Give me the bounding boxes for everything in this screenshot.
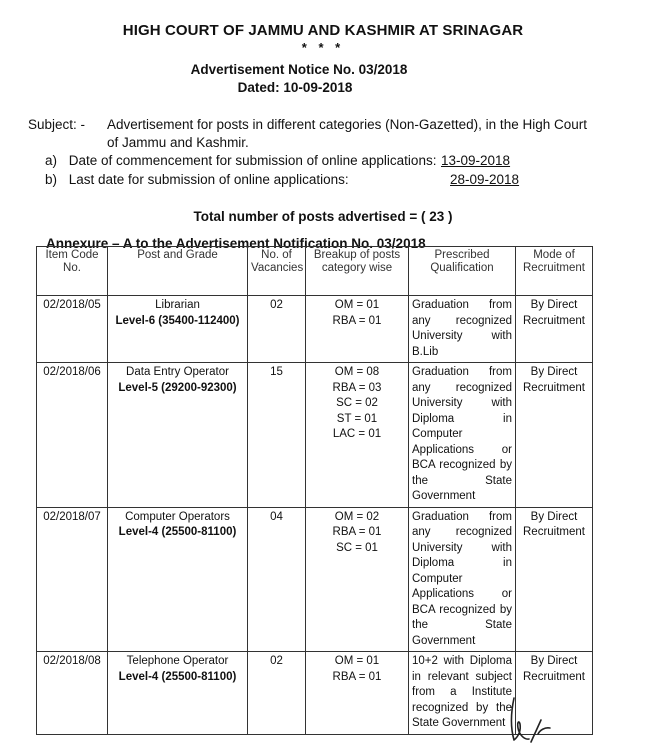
post-cell [108,507,248,652]
header-item-code: Item Code No. [37,247,108,296]
qualification: 10+2 with Diploma in relevant subject from a Institute recognized by the State Government [409,652,516,735]
recruitment-mode: By Direct Recruitment [516,507,593,652]
vacancies: 15 [248,363,306,508]
court-title: HIGH COURT OF JAMMU AND KASHMIR AT SRINAGAR [122,22,524,39]
table-header-row [37,247,593,296]
header-post-grade: Post and Grade [108,247,248,296]
post-cell [108,652,248,735]
table-row [37,296,593,363]
recruitment-mode: By Direct Recruitment [516,652,593,735]
qualification: Graduation from any recognized University with B.Lib [409,296,516,363]
item-code: 02/2018/08 [37,652,108,735]
total-posts: Total number of posts advertised = ( 23 ) [193,209,453,224]
notice-date: Dated: 10-09-2018 [237,80,353,95]
item-marker: b) [45,172,58,187]
item-code: 02/2018/07 [37,507,108,652]
post-level: Level-5 (29200-92300) [118,381,237,394]
notice-number: Advertisement Notice No. 03/2018 [190,62,408,77]
commencement-date-line [45,153,436,168]
post-name: Computer Operators [125,510,230,523]
breakup-item: SC = 02 [336,397,378,409]
item-code: 02/2018/06 [37,363,108,508]
vacancies: 04 [248,507,306,652]
post-name: Data Entry Operator [126,366,229,378]
breakup-item: RBA = 01 [332,526,382,538]
qualification: Graduation from any recognized University with Diploma in Computer Applications or BCA recognized by the State Government [409,363,516,508]
breakup-item: OM = 01 [334,655,380,667]
post-name: Telephone Operator [126,655,229,667]
title-stars: * * * [301,40,345,55]
breakup-cell [306,652,409,735]
breakup-item: ST = 01 [336,412,378,425]
commencement-date-label: Date of commencement for submission of online applications: [68,153,437,168]
header-breakup: Breakup of posts category wise [306,247,409,296]
breakup-cell [306,296,409,363]
last-date-value: 28-09-2018 [450,172,520,187]
post-level: Level-4 (25500-81100) [118,670,237,683]
header-vacancies: No. of Vacancies [248,247,306,296]
item-code: 02/2018/05 [37,296,108,363]
post-cell [108,363,248,508]
breakup-cell [306,363,409,508]
breakup-item: LAC = 01 [332,428,382,440]
recruitment-mode: By Direct Recruitment [516,296,593,363]
breakup-item: RBA = 01 [332,670,382,683]
post-name: Librarian [155,299,200,311]
subject-text: Advertisement for posts in different categories (Non-Gazetted), in the High Court of Jammu and Kashmir. [107,117,587,150]
signature-mark [505,690,555,746]
qualification: Graduation from any recognized University with Diploma in Computer Applications or BCA recognized by the State Government [409,507,516,652]
posts-table [36,246,593,735]
vacancies: 02 [248,296,306,363]
vacancies: 02 [248,652,306,735]
recruitment-mode: By Direct Recruitment [516,363,593,508]
subject-label: Subject: - [28,117,86,132]
breakup-item: OM = 02 [334,510,380,523]
breakup-item: OM = 01 [334,299,380,311]
last-date-line [45,172,349,187]
breakup-item: RBA = 01 [332,314,382,327]
header-mode: Mode of Recruitment [516,247,593,296]
commencement-date-value: 13-09-2018 [441,153,511,168]
post-level: Level-4 (25500-81100) [118,526,237,538]
breakup-cell [306,507,409,652]
table-row [37,363,593,508]
breakup-item: OM = 08 [334,366,380,378]
header-qualification: Prescribed Qualification [409,247,516,296]
annexure-title: Annexure – A to the Advertisement Notification No. 03/2018 [46,236,426,251]
breakup-item: SC = 01 [336,541,378,554]
post-level: Level-6 (35400-112400) [115,314,240,327]
post-cell [108,296,248,363]
table-row [37,507,593,652]
last-date-label: Last date for submission of online applications: [68,172,349,187]
item-marker: a) [45,153,58,168]
breakup-item: RBA = 03 [332,381,382,394]
